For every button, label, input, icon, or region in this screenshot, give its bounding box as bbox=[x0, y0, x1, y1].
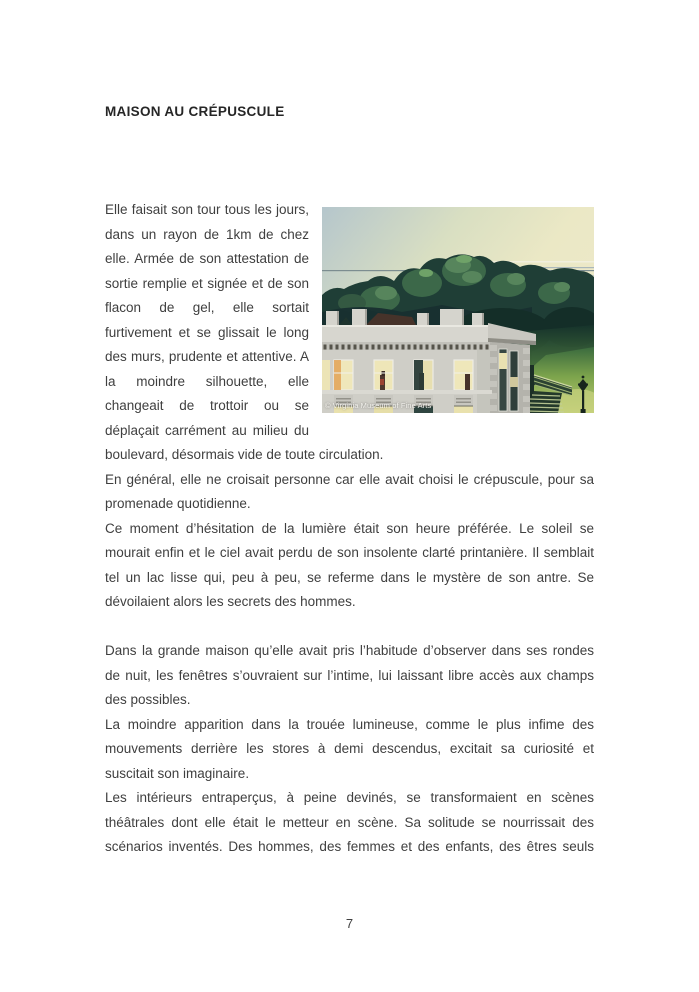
image-credit: © Virginia Museum of Fine Arts bbox=[325, 401, 432, 410]
body-text bbox=[105, 198, 594, 860]
paragraph-6: Les intérieurs entraperçus, à peine devinés, se transformaient en scènes théâtrales dont elle était le metteur en scène. Sa solitude se nourrissait des scénarios inventés. Des hommes, des femmes et des enfants, des êtres seuls bbox=[105, 790, 594, 854]
paragraph-1: Elle faisait son tour tous les jours, dans un rayon de 1km de chez elle. Armée de son attestation de sortie remplie et signée et de son flacon de gel, elle sortait furtivement et se glissait le long des murs, prudente et attentive. A la moindre silhouette, elle changeait de trottoir ou se déplaçait carrément au milieu du boulevard, désormais vide de toute circulation. bbox=[105, 202, 384, 462]
painting-figure bbox=[322, 207, 594, 413]
paragraph-5: La moindre apparition dans la trouée lumineuse, comme le plus infime des mouvements derrière les stores à demi descendus, excitait sa curiosité et suscitait son imaginaire. bbox=[105, 716, 594, 781]
text-column bbox=[105, 0, 594, 860]
paragraph-4: Dans la grande maison qu’elle avait pris l’habitude d’observer dans ses rondes de nuit, les fenêtres s’ouvraient sur l’intime, lui laissant libre accès aux champs des possibles. bbox=[105, 643, 594, 707]
paragraph-2: En général, elle ne croisait personne car elle avait choisi le crépuscule, pour sa promenade quotidienne. bbox=[105, 471, 594, 511]
house-at-dusk-painting bbox=[322, 207, 594, 413]
page-title: MAISON AU CRÉPUSCULE bbox=[105, 104, 285, 119]
paragraph-3: Ce moment d’hésitation de la lumière était son heure préférée. Le soleil se mourait enfin et le ciel avait perdu de son insolente clarté printanière. Il semblait tel un lac lisse qui, peu à peu, se referme dans le mystère de son antre. Se dévoilaient alors les secrets des hommes. bbox=[105, 520, 594, 609]
page-number: 7 bbox=[345, 916, 354, 931]
